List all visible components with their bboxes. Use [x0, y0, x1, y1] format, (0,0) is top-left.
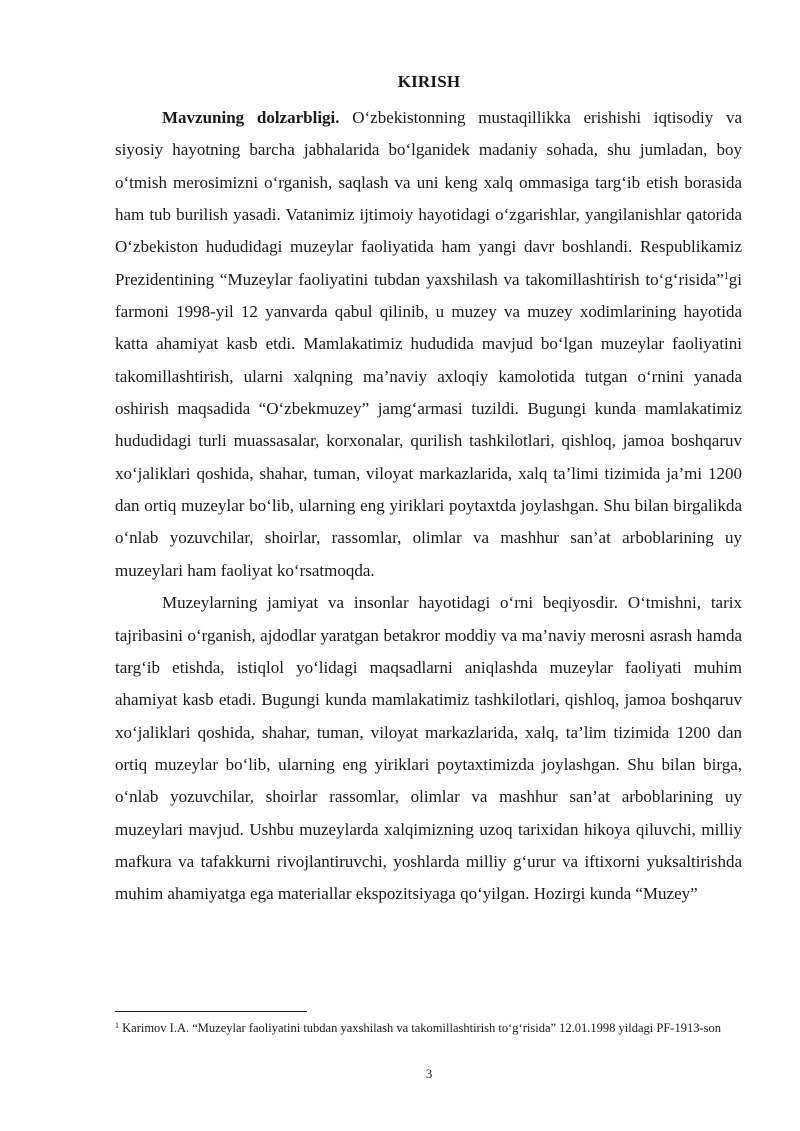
paragraph-1-text-b: gi farmoni 1998-yil 12 yanvarda qabul qilinib, u muzey va muzey xodimlarining hayotida katta ahamiyat kasb etdi. Mamlakatimiz hududida mavjud bo‘lgan muzeylar faoliyatini takomillashtirish, ularni xalqning ma’naviy axloqiy kamolotida tutgan o‘rnini yanada oshirish maqsadida “O‘zbekmuzey” jamg‘armasi tuzildi. Bugungi kunda mamlakatimiz hududidagi turli muassasalar, korxonalar, qurilish tashkilotlari, qishloq, jamoa boshqaruv xo‘jaliklari qoshida, shahar, tuman, viloyat markazlarida, xalq ta’limi tizimida ja’mi 1200 dan ortiq muzeylar bo‘lib, ularning eng yiriklari poytaxtda joylashgan. Shu bilan birgalikda o‘nlab yozuvchilar, shoirlar, rassomlar, olimlar va mashhur san’at arboblarining uy muzeylari ham faoliyat ko‘rsatmoqda. — [115, 269, 742, 580]
paragraph-1-text-a: O‘zbekistonning mustaqillikka erishishi iqtisodiy va siyosiy hayotning barcha jabhalarida bo‘lganidek madaniy sohada, shu jumladan, boy o‘tmish merosimizni o‘rganish, saqlash va uni keng xalq ommasiga targ‘ib etish borasida ham tub burilish yasadi. Vatanimiz ijtimoiy hayotidagi o‘zgarishlar, yangilanishlar qatorida O‘zbekiston hududidagi muzeylar faoliyatida ham yangi davr boshlandi. Respublikamiz Prezidentining “Muzeylar faoliyatini tubdan yaxshilash va takomillashtirish to‘g‘risida” — [115, 108, 742, 289]
paragraph-2: Muzeylarning jamiyat va insonlar hayotidagi o‘rni beqiyosdir. O‘tmishni, tarix tajribasini o‘rganish, ajdodlar yaratgan betakror moddiy va ma’naviy merosni asrash hamda targ‘ib etishda, istiqlol yo‘lidagi maqsadlarni aniqlashda muzeylar faoliyati muhim ahamiyat kasb etadi. Bugungi kunda mamlakatimiz tashkilotlari, qishloq, jamoa boshqaruv xo‘jaliklari qoshida, shahar, tuman, viloyat markazlarida, xalq, ta’lim tizimida 1200 dan ortiq muzeylar bo‘lib, ularning eng yiriklari poytaxtimizda joylashgan. Shu bilan birga, o‘nlab yozuvchilar, shoirlar rassomlar, olimlar va mashhur san’at arboblarining uy muzeylari mavjud. Ushbu muzeylarda xalqimizning uzoq tarixidan hikoya qiluvchi, milliy mafkura va tafakkurni rivojlantiruvchi, yoshlarda milliy g‘urur va iftixorni yuksaltirishda muhim ahamiyatga ega materiallar ekspozitsiyaga qo‘yilgan. Hozirgi kunda “Muzey” — [115, 593, 742, 904]
lead-phrase: Mavzuning dolzarbligi. — [162, 108, 340, 127]
footnote-text: Karimov I.A. “Muzeylar faoliyatini tubdan yaxshilash va takomillashtirish to‘g‘risida” 12.01.1998 yildagi PF-1913-son — [119, 1021, 721, 1035]
footnote-number: 1 — [115, 1021, 119, 1030]
footnote-separator — [115, 1011, 307, 1012]
footnote — [115, 1019, 742, 1037]
footnote-reference[interactable]: 1 — [723, 270, 729, 282]
section-heading: KIRISH — [397, 72, 461, 91]
paragraph-1 — [115, 102, 742, 587]
page-number: 3 — [425, 1066, 433, 1081]
body-text — [115, 102, 742, 911]
